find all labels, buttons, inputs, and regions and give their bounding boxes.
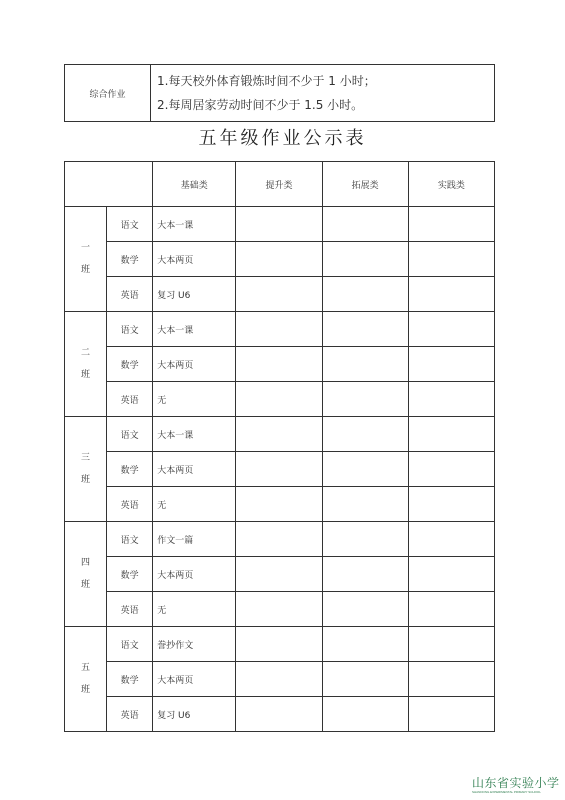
subject-cell: 数学 [107, 662, 153, 697]
comprehensive-homework-label: 综合作业 [65, 65, 151, 122]
table-row [65, 277, 495, 312]
class-name-cell [65, 312, 107, 417]
table-row [65, 347, 495, 382]
improve-cell [236, 417, 322, 452]
class-name-char: 班 [81, 370, 91, 380]
improve-cell [236, 592, 322, 627]
extend-cell [322, 312, 408, 347]
basic-homework-cell: 大本两页 [153, 452, 236, 487]
header-practice: 实践类 [408, 162, 494, 207]
subject-cell: 数学 [107, 347, 153, 382]
practice-cell [408, 312, 494, 347]
extend-cell [322, 242, 408, 277]
class-name-cell [65, 627, 107, 732]
basic-homework-cell: 无 [153, 592, 236, 627]
practice-cell [408, 592, 494, 627]
comprehensive-homework-line: 2.每周居家劳动时间不少于 1.5 小时。 [157, 98, 364, 112]
header-extend: 拓展类 [322, 162, 408, 207]
extend-cell [322, 627, 408, 662]
basic-homework-cell: 作文一篇 [153, 522, 236, 557]
table-row [65, 242, 495, 277]
subject-cell: 数学 [107, 452, 153, 487]
practice-cell [408, 697, 494, 732]
table-row [65, 697, 495, 732]
extend-cell [322, 207, 408, 242]
basic-homework-cell: 大本一课 [153, 207, 236, 242]
extend-cell [322, 557, 408, 592]
basic-homework-cell: 无 [153, 487, 236, 522]
table-row [65, 452, 495, 487]
basic-homework-cell: 大本两页 [153, 557, 236, 592]
subject-cell: 语文 [107, 207, 153, 242]
class-name-cell [65, 522, 107, 627]
subject-cell: 语文 [107, 417, 153, 452]
basic-homework-cell: 大本两页 [153, 662, 236, 697]
subject-cell: 数学 [107, 557, 153, 592]
practice-cell [408, 557, 494, 592]
practice-cell [408, 277, 494, 312]
class-name-char: 一 [81, 243, 91, 253]
extend-cell [322, 277, 408, 312]
practice-cell [408, 207, 494, 242]
extend-cell [322, 347, 408, 382]
comprehensive-homework-table [64, 64, 495, 122]
table-row [65, 592, 495, 627]
improve-cell [236, 347, 322, 382]
improve-cell [236, 312, 322, 347]
class-name-char: 四 [81, 558, 91, 568]
extend-cell [322, 417, 408, 452]
class-name-char: 三 [81, 453, 91, 463]
practice-cell [408, 382, 494, 417]
subject-cell: 语文 [107, 312, 153, 347]
subject-cell: 英语 [107, 382, 153, 417]
header-basic: 基础类 [153, 162, 236, 207]
class-name-char: 班 [81, 265, 91, 275]
extend-cell [322, 452, 408, 487]
improve-cell [236, 627, 322, 662]
subject-cell: 英语 [107, 277, 153, 312]
subject-cell: 英语 [107, 697, 153, 732]
subject-cell: 英语 [107, 487, 153, 522]
basic-homework-cell: 大本一课 [153, 417, 236, 452]
practice-cell [408, 662, 494, 697]
class-name-cell [65, 207, 107, 312]
table-row [65, 312, 495, 347]
homework-table [64, 161, 495, 732]
page-title: 五年级作业公示表 [198, 128, 367, 149]
practice-cell [408, 347, 494, 382]
table-row [65, 207, 495, 242]
subject-cell: 语文 [107, 627, 153, 662]
class-name-char: 班 [81, 685, 91, 695]
practice-cell [408, 487, 494, 522]
improve-cell [236, 382, 322, 417]
class-name-cell [65, 417, 107, 522]
table-row [65, 627, 495, 662]
extend-cell [322, 522, 408, 557]
basic-homework-cell: 大本一课 [153, 312, 236, 347]
table-row [65, 382, 495, 417]
improve-cell [236, 452, 322, 487]
table-header-corner [65, 162, 153, 207]
improve-cell [236, 662, 322, 697]
class-name-char: 二 [81, 348, 91, 358]
table-row [65, 522, 495, 557]
extend-cell [322, 662, 408, 697]
improve-cell [236, 557, 322, 592]
basic-homework-cell: 复习 U6 [153, 697, 236, 732]
school-logo-subtitle: SHANDONG EXPERIMENTAL PRIMARY SCHOOL [472, 790, 541, 794]
subject-cell: 英语 [107, 592, 153, 627]
header-improve: 提升类 [236, 162, 322, 207]
extend-cell [322, 382, 408, 417]
practice-cell [408, 627, 494, 662]
class-name-char: 五 [81, 663, 91, 673]
table-row [65, 487, 495, 522]
school-logo-name: 山东省实验小学 [472, 776, 560, 790]
extend-cell [322, 697, 408, 732]
table-row [65, 557, 495, 592]
improve-cell [236, 522, 322, 557]
school-logo [472, 776, 564, 798]
basic-homework-cell: 大本两页 [153, 242, 236, 277]
practice-cell [408, 417, 494, 452]
improve-cell [236, 242, 322, 277]
class-name-char: 班 [81, 475, 91, 485]
practice-cell [408, 242, 494, 277]
table-header-row [65, 162, 495, 207]
table-row [65, 417, 495, 452]
improve-cell [236, 277, 322, 312]
practice-cell [408, 452, 494, 487]
extend-cell [322, 487, 408, 522]
table-row [65, 662, 495, 697]
comprehensive-homework-content [151, 65, 495, 122]
class-name-char: 班 [81, 580, 91, 590]
extend-cell [322, 592, 408, 627]
basic-homework-cell: 无 [153, 382, 236, 417]
basic-homework-cell: 誊抄作文 [153, 627, 236, 662]
subject-cell: 语文 [107, 522, 153, 557]
comprehensive-homework-line: 1.每天校外体育锻炼时间不少于 1 小时； [157, 74, 376, 88]
subject-cell: 数学 [107, 242, 153, 277]
practice-cell [408, 522, 494, 557]
basic-homework-cell: 复习 U6 [153, 277, 236, 312]
improve-cell [236, 697, 322, 732]
basic-homework-cell: 大本两页 [153, 347, 236, 382]
improve-cell [236, 487, 322, 522]
improve-cell [236, 207, 322, 242]
